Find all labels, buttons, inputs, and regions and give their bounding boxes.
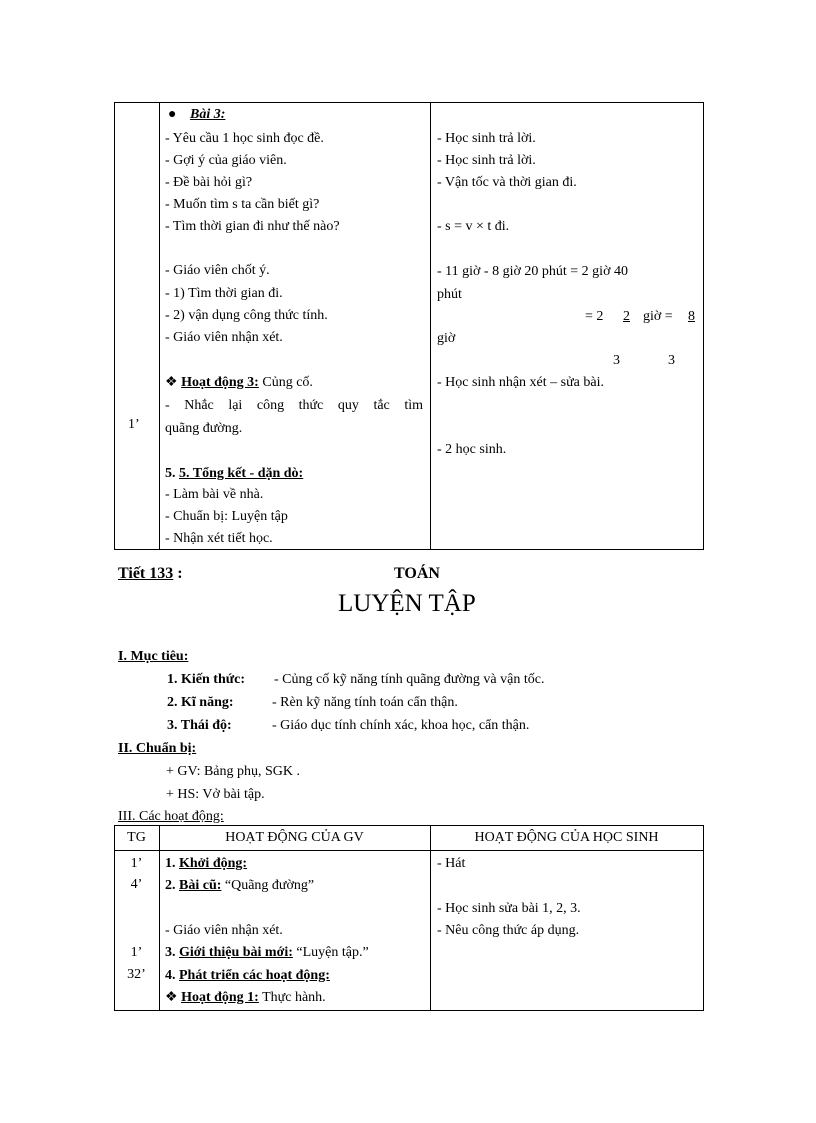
gv-line: - Đề bài hỏi gì? xyxy=(165,175,253,190)
gv-line: - Chuẩn bị: Luyện tập xyxy=(165,509,288,524)
fraction-unit: giờ = xyxy=(643,309,673,324)
bai3-heading: ● Bài 3: xyxy=(168,107,226,122)
hs-line: - 11 giờ - 8 giờ 20 phút = 2 giờ 40 xyxy=(437,264,628,279)
lesson-number: Tiết 133 : xyxy=(118,565,183,582)
gv-line: - Yêu cầu 1 học sinh đọc đề. xyxy=(165,131,324,146)
hs-line: - s = v × t đi. xyxy=(437,219,510,234)
objective-text: - Rèn kỹ năng tính toán cẩn thận. xyxy=(272,695,458,710)
gv-activity: 1. Khởi động: xyxy=(165,856,248,871)
gv-line: - Giáo viên nhận xét. xyxy=(165,330,283,345)
gv-line: quãng đường. xyxy=(165,421,243,436)
hs-line: giờ xyxy=(437,331,456,346)
objective-label: 1. Kiến thức: xyxy=(167,672,246,687)
header-tg: TG xyxy=(127,830,146,845)
gv-activity: 4. Phát triển các hoạt động: xyxy=(165,968,330,983)
section-5-heading: 5. 5. Tổng kết - dặn dò: xyxy=(165,466,304,481)
subject-title: TOÁN xyxy=(394,565,440,582)
lesson-title: LUYỆN TẬP xyxy=(338,590,476,617)
hoat-dong-3-heading: ❖ Hoạt động 3: Củng cố. xyxy=(165,375,313,390)
objective-text: - Giáo dục tính chính xác, khoa học, cẩn thận. xyxy=(272,718,530,733)
gv-activity: 2. Bài cũ: “Quãng đường” xyxy=(165,878,315,893)
objective-text: - Củng cố kỹ năng tính quãng đường và vận tốc. xyxy=(274,672,545,687)
gv-activity: 3. Giới thiệu bài mới: “Luyện tập.” xyxy=(165,945,369,960)
gv-line: - Tìm thời gian đi như thế nào? xyxy=(165,219,340,234)
fraction-numerator: 8 xyxy=(688,309,695,324)
time-cell: 1’ xyxy=(130,856,143,871)
header-hs: HOẠT ĐỘNG CỦA HỌC SINH xyxy=(474,830,659,845)
objective-label: 3. Thái độ: xyxy=(167,718,232,733)
hs-line: - Học sinh nhận xét – sửa bài. xyxy=(437,375,604,390)
diamond-bullet-icon: ❖ xyxy=(165,375,178,390)
gv-activity: ❖ Hoạt động 1: Thực hành. xyxy=(165,990,326,1005)
preparation-item: + HS: Vở bài tập. xyxy=(166,787,265,802)
gv-line: - Gợi ý của giáo viên. xyxy=(165,153,287,168)
gv-activity: - Giáo viên nhận xét. xyxy=(165,923,283,938)
hs-line: - Vận tốc và thời gian đi. xyxy=(437,175,577,190)
objective-label: 2. Kĩ năng: xyxy=(167,695,234,710)
preparation-heading: II. Chuẩn bị: xyxy=(118,741,197,756)
gv-line: - 1) Tìm thời gian đi. xyxy=(165,286,283,301)
fraction-eq: = 2 xyxy=(585,309,604,324)
hs-line: phút xyxy=(437,287,462,302)
hs-activity: - Hát xyxy=(437,856,466,871)
time-cell: 4’ xyxy=(130,877,143,892)
hs-activity: - Nêu công thức áp dụng. xyxy=(437,923,580,938)
activities-heading: III. Các hoạt động: xyxy=(118,809,224,824)
gv-line: - 2) vận dụng công thức tính. xyxy=(165,308,328,323)
fraction-denominator: 3 xyxy=(613,353,620,368)
gv-line: - Giáo viên chốt ý. xyxy=(165,263,270,278)
hs-line: - 2 học sinh. xyxy=(437,442,507,457)
objectives-heading: I. Mục tiêu: xyxy=(118,649,189,664)
gv-line: - Làm bài về nhà. xyxy=(165,487,264,502)
gv-line: - Nhắc lại công thức quy tắc tìm xyxy=(165,398,423,413)
time-cell: 1’ xyxy=(130,945,143,960)
fraction-numerator: 2 xyxy=(623,309,630,324)
diamond-bullet-icon: ❖ xyxy=(165,990,178,1005)
hs-line: - Học sinh trả lời. xyxy=(437,131,536,146)
time-cell: 32’ xyxy=(127,967,146,982)
hs-activity: - Học sinh sửa bài 1, 2, 3. xyxy=(437,901,581,916)
gv-line: - Muốn tìm s ta cần biết gì? xyxy=(165,197,320,212)
hs-line: - Học sinh trả lời. xyxy=(437,153,536,168)
preparation-item: + GV: Bảng phụ, SGK . xyxy=(166,764,301,779)
header-gv: HOẠT ĐỘNG CỦA GV xyxy=(225,830,364,845)
gv-line: - Nhận xét tiết học. xyxy=(165,531,273,546)
time-cell: 1’ xyxy=(128,417,140,432)
fraction-denominator: 3 xyxy=(668,353,675,368)
